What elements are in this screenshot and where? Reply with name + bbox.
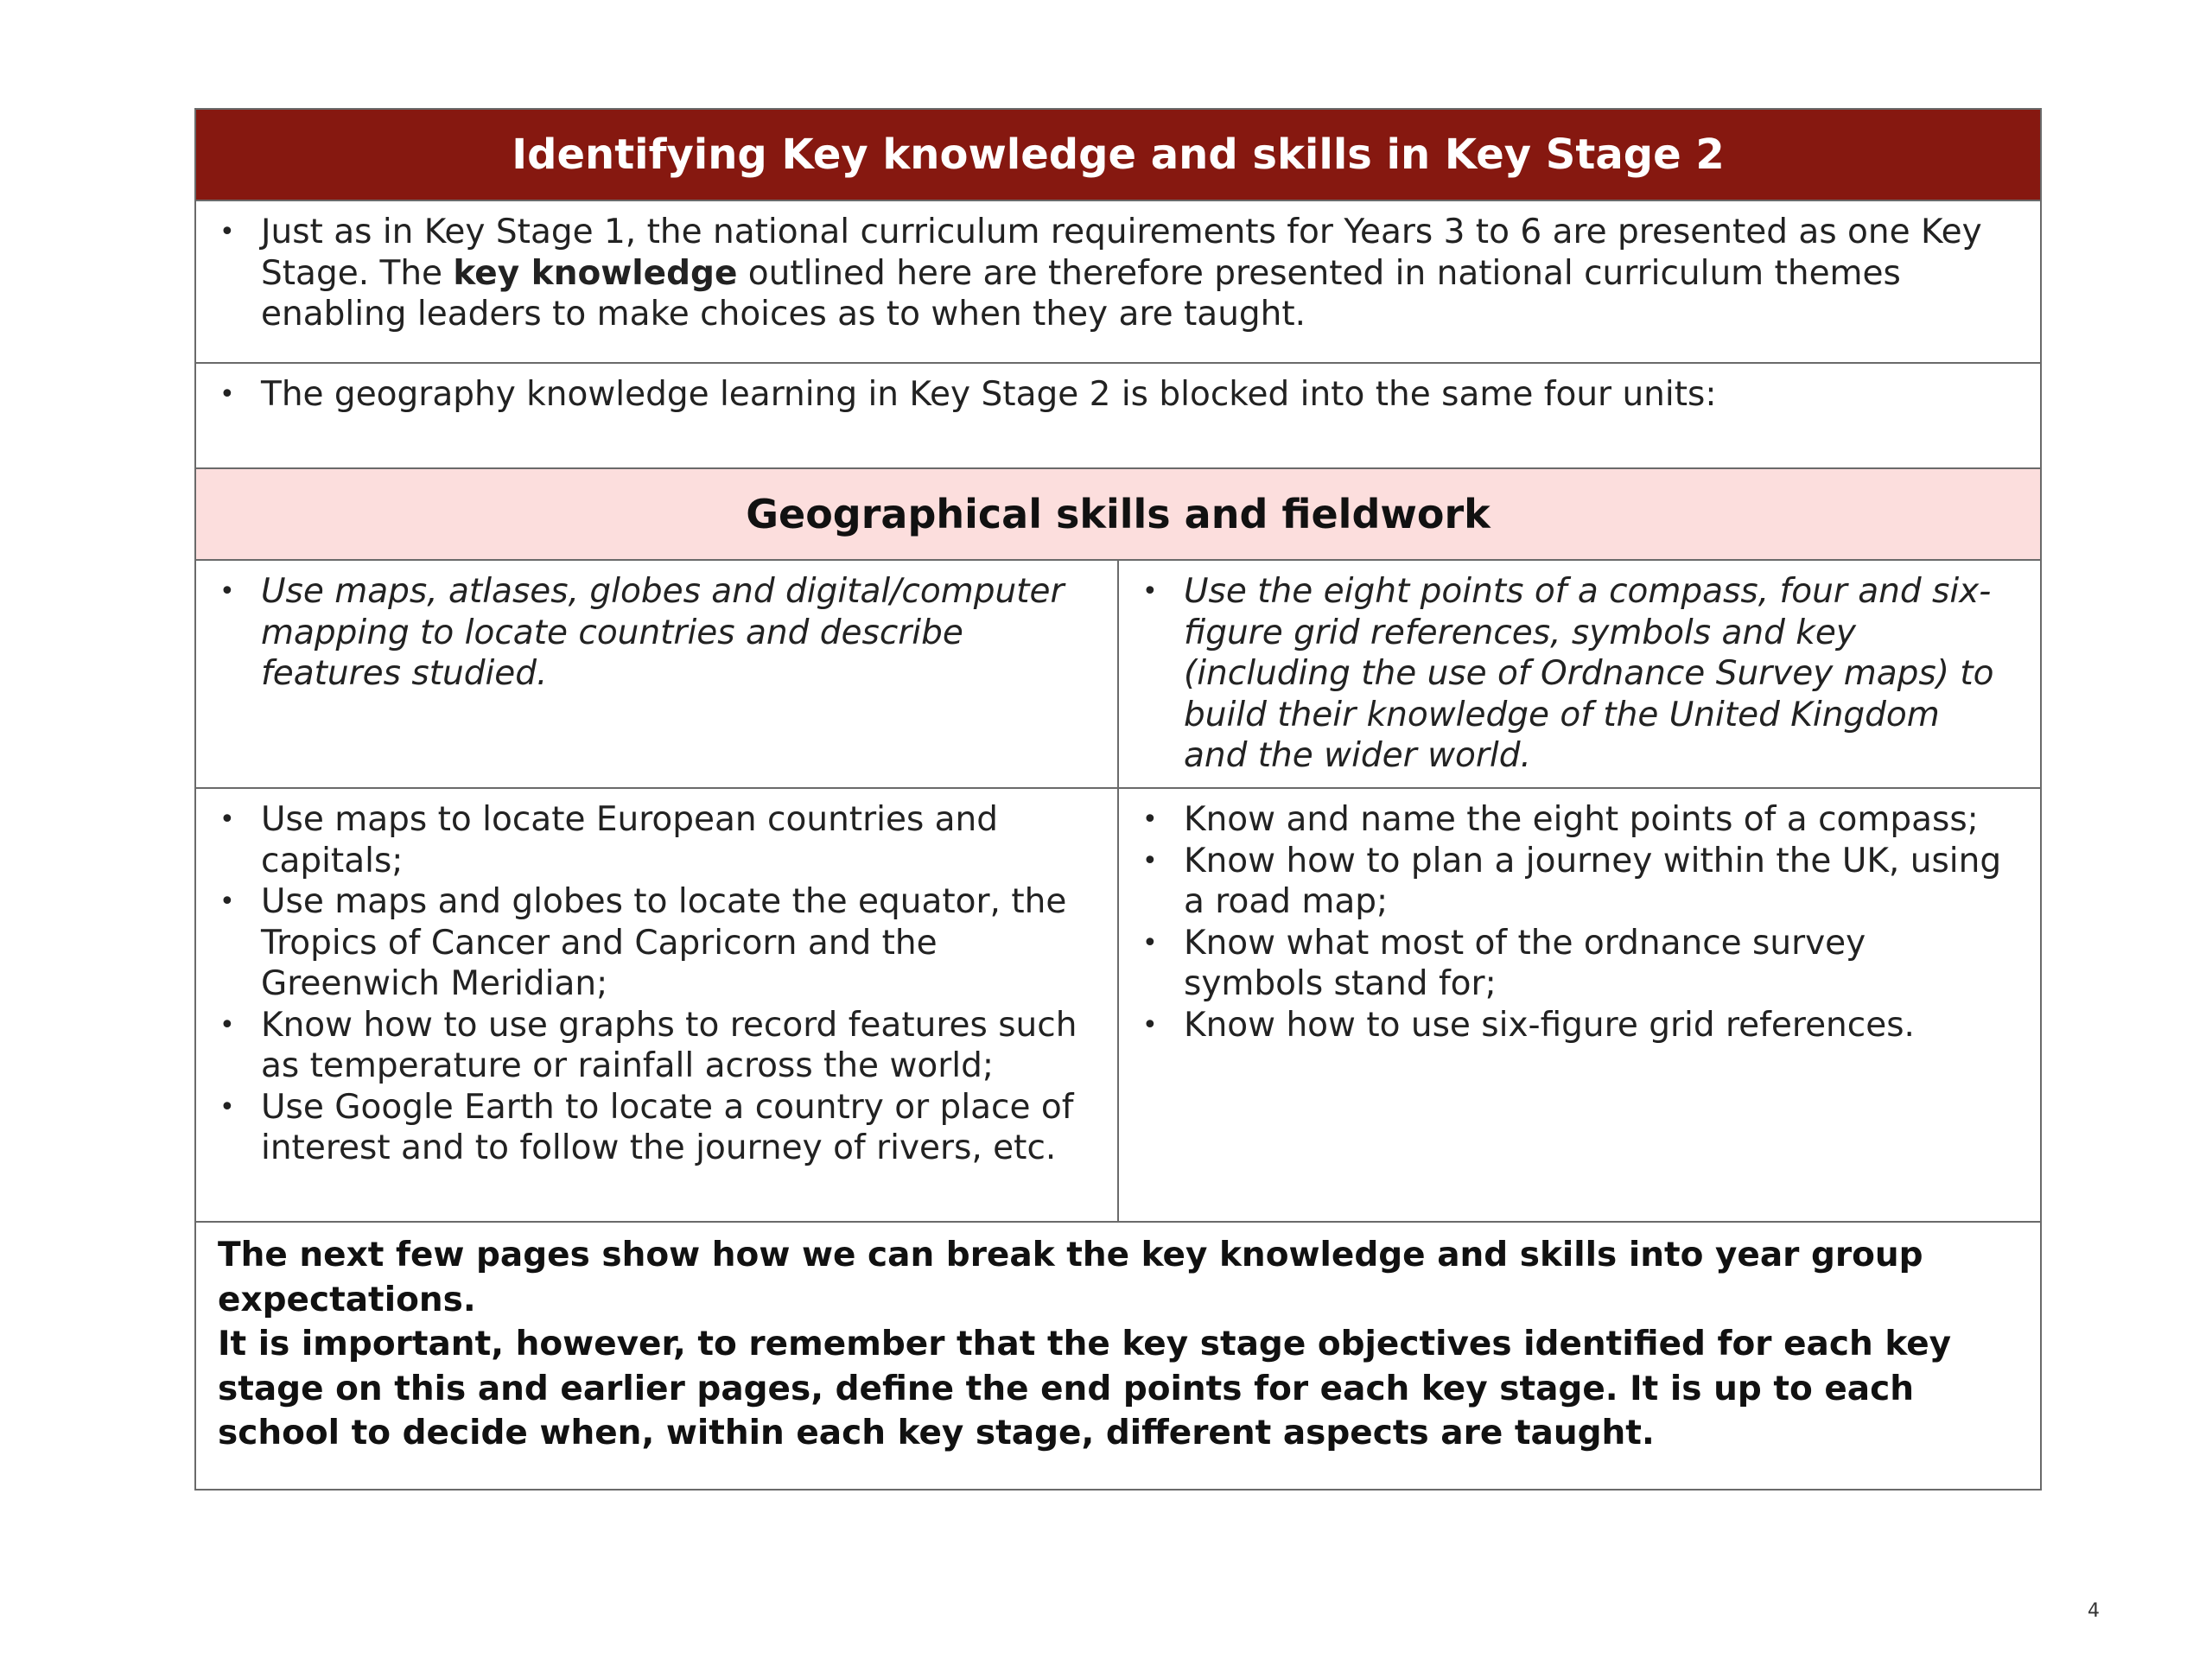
knowledge-right-list — [1141, 799, 2011, 1046]
page-title-banner — [195, 109, 2041, 200]
units-list — [218, 374, 2005, 416]
knowledge-table — [194, 108, 2042, 1491]
knowledge-left-list — [218, 799, 1088, 1169]
intro-paragraph — [218, 212, 2005, 335]
footer-line-1: The next few pages show how we can break the key knowledge and skills into year group expectations. — [218, 1236, 1923, 1319]
intro-list — [218, 212, 2005, 335]
objective-right-cell — [1118, 560, 2041, 788]
intro-text-after: outlined here are therefore presented in national curriculum themes enabling leaders to make choices as to when they are taught. — [261, 253, 1901, 334]
intro-text-before: Just as in Key Stage 1, the national curriculum requirements for Years 3 to 6 are presented as one Key Stage. The — [261, 213, 1982, 293]
objective-right-list — [1141, 571, 2011, 777]
list-item: • Know what most of the ordnance survey symbols stand for; — [1141, 923, 2011, 1005]
page-number: 4 — [2088, 1600, 2100, 1622]
intro-row — [195, 200, 2041, 363]
objective-left-list — [218, 571, 1088, 695]
units-line: • The geography knowledge learning in Key Stage 2 is blocked into the same four units: — [218, 374, 2005, 416]
knowledge-right-cell — [1118, 788, 2041, 1222]
footer-line-2: It is important, however, to remember that the key stage objectives identified for each key stage on this and earlier pages, define the end points for each key stage. It is up to each school to decide when, within each key stage, different aspects are taught. — [218, 1325, 1952, 1452]
list-item: • Know how to use graphs to record features such as temperature or rainfall across the world; — [218, 1005, 1088, 1087]
list-item: • Use maps and globes to locate the equator, the Tropics of Cancer and Capricorn and the Greenwich Meridian; — [218, 881, 1088, 1005]
knowledge-left-cell — [195, 788, 1118, 1222]
objective-left-cell — [195, 560, 1118, 788]
objective-right: • Use the eight points of a compass, four and six-figure grid references, symbols and key (including the use of Ordnance Survey maps) to build their knowledge of the United Kingdom and the wider world. — [1141, 571, 2011, 777]
list-item: • Use maps to locate European countries and capitals; — [218, 799, 1088, 881]
section-heading-banner — [195, 468, 2041, 560]
footer-note-cell — [195, 1222, 2041, 1490]
list-item: • Use Google Earth to locate a country or place of interest and to follow the journey of rivers, etc. — [218, 1087, 1088, 1169]
list-item: • Know and name the eight points of a compass; — [1141, 799, 2011, 841]
page-title: Identifying Key knowledge and skills in Key Stage 2 — [512, 130, 1725, 179]
list-item: • Know how to plan a journey within the UK, using a road map; — [1141, 841, 2011, 923]
list-item: • Know how to use six-figure grid references. — [1141, 1005, 2011, 1046]
section-heading: Geographical skills and fieldwork — [746, 491, 1491, 537]
units-row — [195, 363, 2041, 468]
objective-left: • Use maps, atlases, globes and digital/computer mapping to locate countries and describe features studied. — [218, 571, 1088, 695]
intro-key-knowledge: key knowledge — [453, 253, 738, 293]
